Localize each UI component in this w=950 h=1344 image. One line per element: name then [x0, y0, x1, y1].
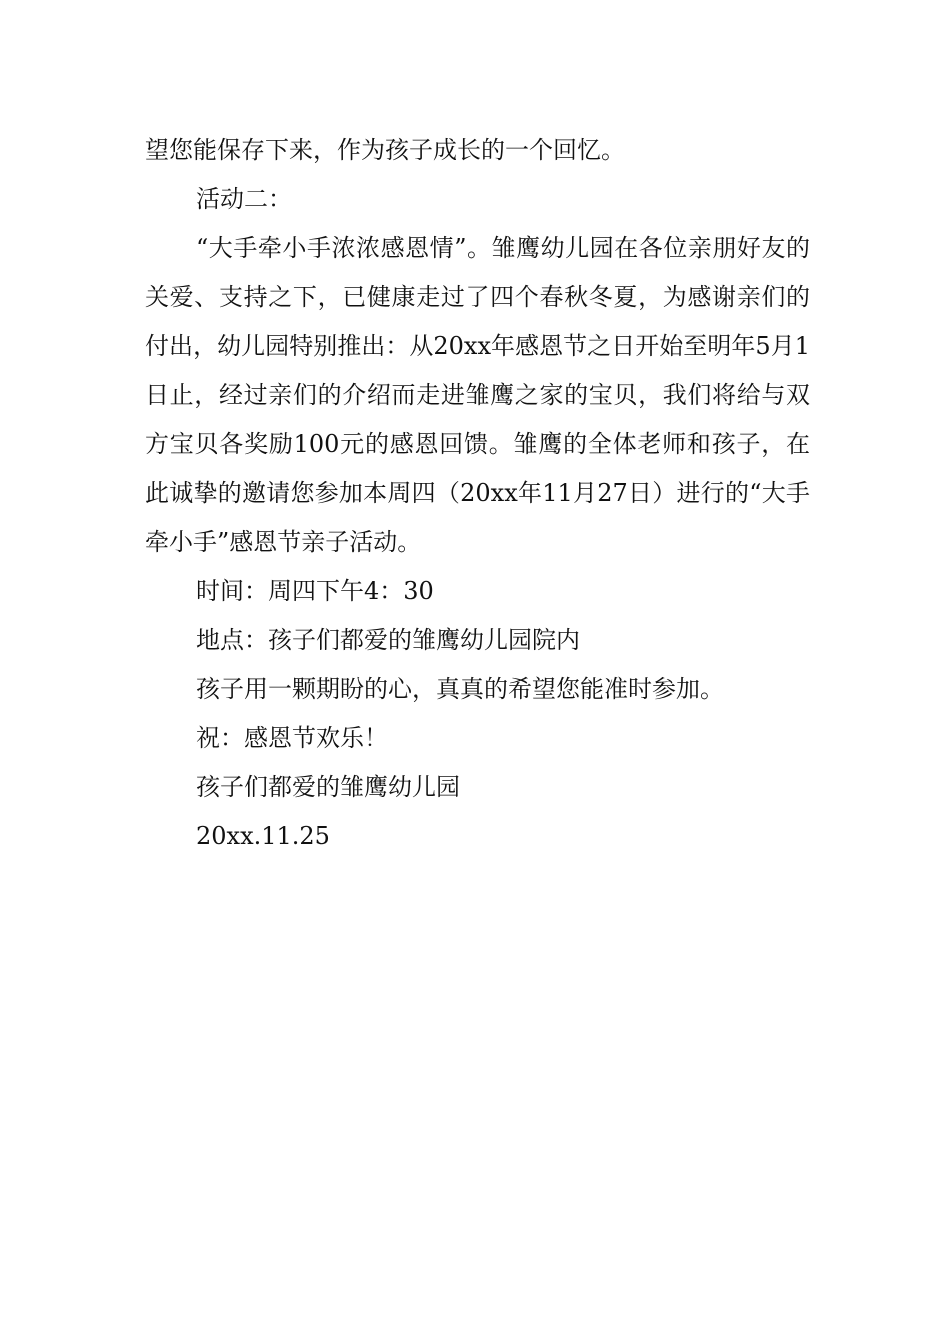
document-body — [145, 126, 810, 861]
paragraph-closing-line: 望您能保存下来，作为孩子成长的一个回忆。 — [145, 136, 625, 164]
paragraph-greeting: 祝：感恩节欢乐！ — [196, 724, 388, 752]
paragraph-activity-description: “大手牵小手浓浓感恩情”。雏鹰幼儿园在各位亲朋好友的关爱、支持之下，已健康走过了四个春秋冬夏，为感谢亲们的付出，幼儿园特别推出：从20xx年感恩节之日开始至明年5月1日止，经过亲们的介绍而走进雏鹰之家的宝贝，我们将给与双方宝贝各奖励100元的感恩回馈。雏鹰的全体老师和孩子，在此诚挚的邀请您参加本周四（20xx年11月27日）进行的“大手牵小手”感恩节亲子活动。 — [145, 234, 810, 556]
paragraph-signature: 孩子们都爱的雏鹰幼儿园 — [196, 773, 460, 801]
paragraph-invitation: 孩子用一颗期盼的心，真真的希望您能准时参加。 — [196, 675, 724, 703]
paragraph-date: 20xx.11.25 — [196, 822, 330, 850]
paragraph-activity-two-heading: 活动二： — [196, 185, 292, 213]
paragraph-time: 时间：周四下午4：30 — [196, 577, 434, 605]
paragraph-location: 地点：孩子们都爱的雏鹰幼儿园院内 — [196, 626, 580, 654]
